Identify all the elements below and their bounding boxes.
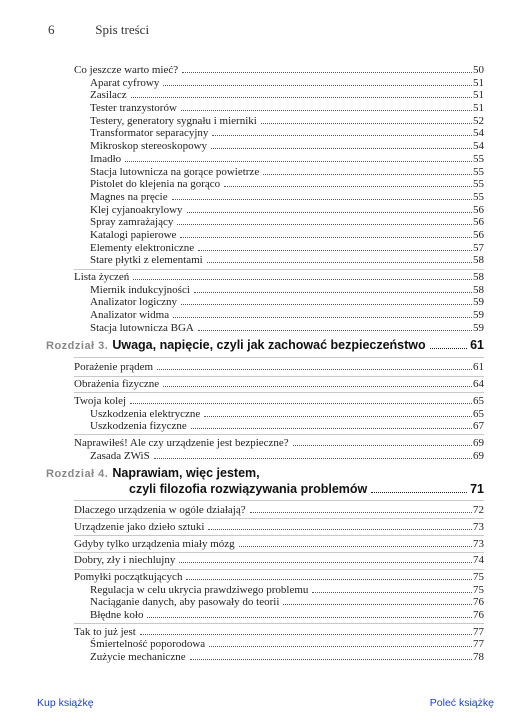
- toc-entry[interactable]: [74, 309, 484, 322]
- toc-entry[interactable]: [74, 191, 484, 204]
- dot-leader: [181, 304, 472, 305]
- toc-entry-page: 69: [473, 449, 484, 462]
- running-title: Spis treści: [95, 22, 150, 37]
- toc-entry[interactable]: [74, 229, 484, 242]
- toc-entry-page: 75: [473, 571, 484, 583]
- toc-entry-title: Aparat cyfrowy: [90, 76, 160, 89]
- toc-entry[interactable]: [74, 638, 484, 651]
- toc-entry-page: 57: [473, 241, 484, 254]
- chapter-label: Rozdział 4.: [46, 468, 109, 481]
- toc-entry-page: 73: [473, 537, 484, 550]
- toc-entry[interactable]: [74, 204, 484, 217]
- table-of-contents: [46, 64, 484, 664]
- toc-entry-title: Pomyłki początkujących: [74, 571, 183, 583]
- toc-entry[interactable]: [74, 504, 484, 517]
- toc-entry-title: Błędne koło: [90, 609, 144, 622]
- dot-leader: [180, 237, 472, 238]
- toc-entry-page: 51: [473, 102, 484, 115]
- dot-leader: [157, 369, 472, 370]
- dot-leader: [172, 199, 472, 200]
- toc-entry-title: Twoja kolej: [74, 394, 127, 407]
- toc-entry-title: Katalogi papierowe: [90, 228, 177, 241]
- toc-entry-page: 56: [473, 216, 484, 229]
- toc-entry-page: 59: [473, 309, 484, 322]
- toc-entry[interactable]: [74, 571, 484, 584]
- dot-leader: [177, 224, 472, 225]
- dot-leader: [140, 634, 472, 635]
- dot-leader: [261, 123, 472, 124]
- toc-entry[interactable]: [74, 322, 484, 335]
- toc-entry[interactable]: [74, 102, 484, 115]
- toc-entry-page: 50: [473, 64, 484, 76]
- toc-entry-page: 55: [473, 165, 484, 178]
- toc-entry-title: Magnes na pręcie: [90, 190, 168, 203]
- toc-entry-title: Uszkodzenia elektryczne: [90, 407, 201, 420]
- toc-entry-page: 61: [473, 361, 484, 374]
- toc-entry-title: Gdyby tylko urządzenia miały mózg: [74, 537, 235, 550]
- toc-entry[interactable]: [74, 596, 484, 609]
- divider: [74, 569, 484, 570]
- dot-leader: [312, 592, 472, 593]
- toc-entry-page: 73: [473, 520, 484, 533]
- chapter-title-line1: Naprawiam, więc jestem,: [112, 466, 260, 481]
- toc-entry[interactable]: [74, 521, 484, 534]
- toc-entry-page: 54: [473, 140, 484, 153]
- toc-entry[interactable]: [74, 166, 484, 179]
- toc-entry[interactable]: [74, 127, 484, 140]
- toc-entry-page: 65: [473, 394, 484, 407]
- toc-entry-page: 56: [473, 203, 484, 216]
- buy-book-link[interactable]: Kup książkę: [37, 697, 94, 709]
- dot-leader: [371, 492, 467, 493]
- dot-leader: [263, 174, 472, 175]
- toc-entry[interactable]: [74, 609, 484, 622]
- toc-entry-page: 76: [473, 609, 484, 622]
- toc-entry-title: Stacja lutownicza na gorące powietrze: [90, 165, 260, 178]
- dot-leader: [198, 250, 472, 251]
- recommend-book-link[interactable]: Poleć książkę: [429, 697, 494, 709]
- toc-entry[interactable]: [74, 378, 484, 391]
- toc-entry[interactable]: [74, 296, 484, 309]
- toc-entry-title: Imadło: [90, 152, 122, 165]
- toc-entry-page: 72: [473, 504, 484, 517]
- dot-leader: [182, 72, 472, 73]
- divider: [74, 535, 484, 536]
- toc-entry-title: Naprawiłeś! Ale czy urządzenie jest bezpieczne?: [74, 436, 289, 449]
- toc-entry[interactable]: [74, 178, 484, 191]
- dot-leader: [147, 617, 472, 618]
- toc-entry[interactable]: [74, 450, 484, 463]
- dot-leader: [130, 403, 472, 404]
- toc-entry-title: Naciąganie danych, aby pasowały do teorii: [90, 596, 280, 609]
- toc-entry-page: 52: [473, 114, 484, 127]
- toc-entry[interactable]: [74, 395, 484, 408]
- dot-leader: [154, 458, 472, 459]
- toc-entry-title: Dlaczego urządzenia w ogóle działają?: [74, 504, 246, 517]
- toc-entry-title: Zużycie mechaniczne: [90, 651, 186, 664]
- toc-entry-title: Regulacja w celu ukrycia prawdziwego problemu: [90, 583, 309, 596]
- toc-entry-page: 59: [473, 296, 484, 309]
- dot-leader: [190, 659, 472, 660]
- dot-leader: [430, 348, 467, 349]
- dot-leader: [239, 546, 472, 547]
- chapter-title-line2: czyli filozofia rozwiązywania problemów: [129, 482, 368, 497]
- divider: [74, 376, 484, 377]
- dot-leader: [163, 386, 472, 387]
- toc-section-chapter2-end: [74, 64, 484, 334]
- dot-leader: [179, 562, 472, 563]
- chapter-3-heading[interactable]: [46, 338, 484, 358]
- toc-entry-page: 76: [473, 596, 484, 609]
- toc-entry-title: Stare płytki z elementami: [90, 254, 203, 267]
- toc-entry[interactable]: [74, 284, 484, 297]
- divider: [74, 518, 484, 519]
- toc-entry-page: 64: [473, 378, 484, 391]
- dot-leader: [125, 161, 472, 162]
- chapter-title: Uwaga, napięcie, czyli jak zachować bezpieczeństwo: [112, 338, 426, 353]
- toc-entry-page: 77: [473, 625, 484, 638]
- toc-entry-title: Miernik indukcyjności: [90, 283, 190, 296]
- dot-leader: [204, 416, 472, 417]
- toc-entry[interactable]: [74, 153, 484, 166]
- dot-leader: [209, 646, 472, 647]
- toc-entry-title: Zasilacz: [90, 89, 127, 102]
- toc-entry-title: Tak to już jest: [74, 625, 136, 638]
- toc-entry-page: 56: [473, 228, 484, 241]
- divider: [74, 623, 484, 624]
- toc-entry-title: Lista życzeń: [74, 271, 130, 283]
- chapter-page: 71: [470, 482, 484, 497]
- running-header: [48, 22, 149, 38]
- toc-entry-title: Śmiertelność poporodowa: [90, 638, 206, 651]
- toc-entry[interactable]: [74, 271, 484, 284]
- toc-section-chapter4: [74, 504, 484, 664]
- dot-leader: [194, 292, 472, 293]
- toc-entry-title: Dobry, zły i niechlujny: [74, 554, 176, 567]
- toc-entry-title: Testery, generatory sygnału i mierniki: [90, 114, 257, 127]
- dot-leader: [133, 279, 472, 280]
- toc-entry-page: 55: [473, 178, 484, 191]
- toc-entry-title: Uszkodzenia fizyczne: [90, 420, 187, 433]
- toc-entry[interactable]: [74, 361, 484, 374]
- dot-leader: [207, 262, 472, 263]
- toc-entry-page: 55: [473, 152, 484, 165]
- toc-section-chapter3: [74, 361, 484, 462]
- divider: [74, 552, 484, 553]
- toc-entry-page: 65: [473, 407, 484, 420]
- toc-entry[interactable]: [74, 626, 484, 639]
- toc-entry-title: Stacja lutownicza BGA: [90, 321, 194, 334]
- divider: [74, 392, 484, 393]
- toc-entry-page: 54: [473, 127, 484, 140]
- toc-entry-title: Porażenie prądem: [74, 361, 154, 374]
- toc-entry-page: 55: [473, 190, 484, 203]
- toc-entry-page: 51: [473, 76, 484, 89]
- dot-leader: [163, 85, 472, 86]
- chapter-page: 61: [470, 338, 484, 353]
- dot-leader: [212, 135, 472, 136]
- dot-leader: [181, 110, 472, 111]
- toc-entry-title: Urządzenie jako dzieło sztuki: [74, 520, 205, 533]
- dot-leader: [211, 148, 472, 149]
- toc-entry-title: Zasada ZWiS: [90, 449, 150, 462]
- dot-leader: [283, 604, 472, 605]
- toc-entry[interactable]: [74, 89, 484, 102]
- toc-entry-page: 69: [473, 436, 484, 449]
- dot-leader: [131, 97, 472, 98]
- toc-entry-title: Analizator widma: [90, 309, 170, 322]
- toc-entry[interactable]: [74, 538, 484, 551]
- toc-entry[interactable]: [74, 64, 484, 77]
- toc-entry-title: Mikroskop stereoskopowy: [90, 140, 208, 153]
- toc-entry-title: Spray zamrażający: [90, 216, 174, 229]
- toc-entry-title: Transformator separacyjny: [90, 127, 209, 140]
- toc-entry[interactable]: [74, 254, 484, 267]
- toc-entry[interactable]: [74, 584, 484, 597]
- toc-entry-page: 67: [473, 420, 484, 433]
- dot-leader: [173, 317, 472, 318]
- toc-entry[interactable]: [74, 408, 484, 421]
- toc-entry-title: Co jeszcze warto mieć?: [74, 64, 179, 76]
- dot-leader: [198, 330, 472, 331]
- dot-leader: [208, 529, 472, 530]
- chapter-4-heading[interactable]: [46, 466, 484, 501]
- divider: [74, 500, 484, 501]
- dot-leader: [186, 579, 472, 580]
- toc-entry-page: 78: [473, 651, 484, 664]
- toc-entry-page: 77: [473, 638, 484, 651]
- dot-leader: [224, 186, 472, 187]
- toc-entry-page: 75: [473, 583, 484, 596]
- toc-entry-title: Tester tranzystorów: [90, 102, 177, 115]
- toc-entry-page: 58: [473, 254, 484, 267]
- toc-entry-title: Klej cyjanoakrylowy: [90, 203, 183, 216]
- divider: [74, 269, 484, 270]
- toc-entry[interactable]: [74, 554, 484, 567]
- toc-entry-page: 74: [473, 554, 484, 567]
- toc-entry-title: Elementy elektroniczne: [90, 241, 195, 254]
- toc-entry-page: 58: [473, 283, 484, 296]
- toc-entry[interactable]: [74, 140, 484, 153]
- divider: [74, 357, 484, 358]
- toc-entry[interactable]: [74, 437, 484, 450]
- chapter-label: Rozdział 3.: [46, 340, 109, 353]
- toc-entry[interactable]: [74, 420, 484, 433]
- toc-entry-title: Obrażenia fizyczne: [74, 378, 160, 391]
- toc-entry-page: 58: [473, 271, 484, 283]
- toc-entry[interactable]: [74, 77, 484, 90]
- toc-entry-page: 59: [473, 321, 484, 334]
- dot-leader: [250, 512, 472, 513]
- divider: [74, 434, 484, 435]
- toc-entry-page: 51: [473, 89, 484, 102]
- toc-entry[interactable]: [74, 216, 484, 229]
- dot-leader: [187, 212, 472, 213]
- dot-leader: [191, 428, 472, 429]
- toc-entry-title: Pistolet do klejenia na gorąco: [90, 178, 221, 191]
- toc-entry[interactable]: [74, 115, 484, 128]
- toc-entry[interactable]: [74, 242, 484, 255]
- page-number: 6: [48, 22, 55, 37]
- toc-entry-title: Analizator logiczny: [90, 296, 178, 309]
- dot-leader: [293, 445, 472, 446]
- toc-entry[interactable]: [74, 651, 484, 664]
